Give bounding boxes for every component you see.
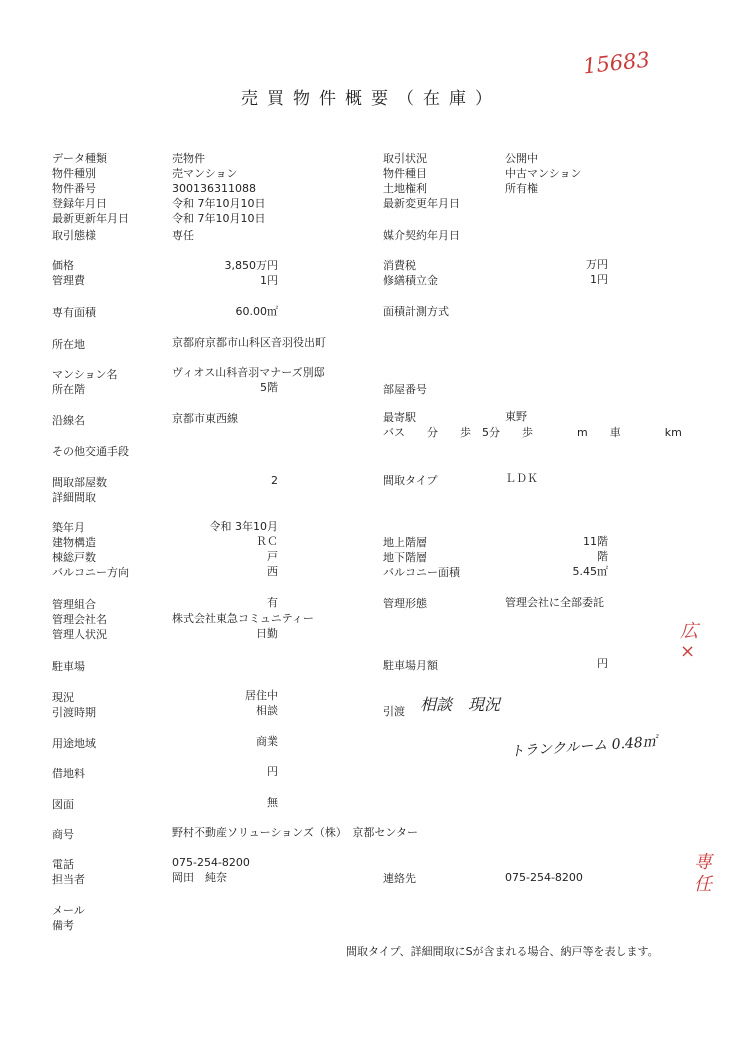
above-floors-value: 11階: [583, 535, 608, 548]
mgmt-form-value: 管理会社に全部委託: [505, 596, 604, 609]
contact-label: 連絡先: [383, 872, 416, 885]
balcony-dir-label: バルコニー方向: [52, 566, 129, 579]
access-detail: バス 分 歩 5分 歩 m 車 km: [383, 426, 682, 439]
land-right-value: 所有権: [505, 182, 538, 195]
current-label: 現況: [52, 691, 74, 704]
property-item-label: 物件種目: [383, 167, 427, 180]
mgmt-company-value: 株式会社東急コミュニティー: [172, 612, 314, 625]
land-rent-label: 借地料: [52, 767, 85, 780]
parking-fee-value: 円: [597, 657, 608, 670]
mail-label: メール: [52, 904, 85, 917]
handover-time-label: 引渡時期: [52, 706, 96, 719]
stamp-number: 15683: [581, 47, 651, 79]
address-value: 京都府京都市山科区音羽役出町: [172, 336, 326, 349]
area-method-label: 面積計測方式: [383, 305, 449, 318]
price-label: 価格: [52, 259, 74, 272]
layout-type-value: ＬＤＫ: [505, 472, 538, 485]
rooms-value: 2: [271, 474, 278, 487]
drawing-label: 図面: [52, 798, 74, 811]
drawing-value: 無: [267, 796, 278, 809]
balcony-area-value: 5.45㎡: [572, 565, 608, 578]
property-kind-label: 物件種別: [52, 167, 96, 180]
last-update-value: 令和 7年10月10日: [172, 212, 266, 225]
address-label: 所在地: [52, 338, 85, 351]
manager-label: 管理人状況: [52, 628, 107, 641]
balcony-dir-value: 西: [267, 565, 278, 578]
built-value: 令和 3年10月: [209, 520, 278, 533]
mansion-label: マンション名: [52, 368, 118, 381]
current-value: 居住中: [245, 689, 278, 702]
manager-value: 日勤: [256, 627, 278, 640]
price-value: 3,850万円: [224, 259, 278, 272]
built-label: 築年月: [52, 521, 85, 534]
data-type-label: データ種類: [52, 152, 107, 165]
units-label: 棟総戸数: [52, 551, 96, 564]
trade-status-label: 取引状況: [383, 152, 427, 165]
line-value: 京都市東西線: [172, 412, 238, 425]
handwritten-exclusive-mark: 専任: [694, 852, 712, 895]
assoc-label: 管理組合: [52, 598, 96, 611]
floor-value: 5階: [260, 381, 278, 394]
handover-time-value: 相談: [256, 704, 278, 717]
above-floors-label: 地上階層: [383, 536, 427, 549]
area-label: 専有面積: [52, 306, 96, 319]
layout-detail-label: 詳細間取: [52, 491, 96, 504]
zoning-label: 用途地域: [52, 737, 96, 750]
area-value: 60.00㎡: [235, 305, 278, 318]
mgmt-fee-label: 管理費: [52, 274, 85, 287]
other-transport-label: その他交通手段: [52, 445, 129, 458]
rooms-label: 間取部屋数: [52, 476, 107, 489]
reg-date-label: 登録年月日: [52, 197, 107, 210]
last-update-label: 最新更新年月日: [52, 212, 129, 225]
company-label: 商号: [52, 828, 74, 841]
floor-label: 所在階: [52, 383, 85, 396]
company-value: 野村不動産ソリューションズ（株） 京都センター: [172, 826, 418, 839]
room-no-label: 部屋番号: [383, 383, 427, 396]
deal-mode-label: 取引態様: [52, 229, 96, 242]
parking-fee-label: 駐車場月額: [383, 659, 438, 672]
mansion-value: ヴィオス山科音羽マナーズ別邸: [172, 366, 325, 379]
structure-value: ＲＣ: [256, 535, 278, 548]
repair-value: 1円: [590, 273, 608, 286]
balcony-area-label: バルコニー面積: [383, 566, 460, 579]
remarks-label: 備考: [52, 919, 74, 932]
below-floors-value: 階: [597, 550, 608, 563]
line-label: 沿線名: [52, 414, 85, 427]
property-no-label: 物件番号: [52, 182, 96, 195]
repair-label: 修繕積立金: [383, 274, 438, 287]
mgmt-company-label: 管理会社名: [52, 613, 107, 626]
property-kind-value: 売マンション: [172, 167, 238, 180]
land-rent-value: 円: [267, 765, 278, 778]
structure-label: 建物構造: [52, 536, 96, 549]
handwritten-ad-mark: 広×: [680, 621, 698, 662]
land-right-label: 土地権利: [383, 182, 427, 195]
handwritten-trunk-room: トランクルーム 0.48㎡: [509, 733, 658, 761]
page-title: 売買物件概要（在庫）: [241, 89, 501, 109]
staff-value: 岡田 純奈: [172, 871, 227, 884]
parking-label: 駐車場: [52, 660, 85, 673]
footer-note: 間取タイプ、詳細間取にSが含まれる場合、納戸等を表します。: [346, 945, 659, 958]
assoc-value: 有: [267, 596, 278, 609]
handover-label: 引渡: [383, 705, 405, 718]
phone-label: 電話: [52, 858, 74, 871]
units-value: 戸: [267, 550, 278, 563]
property-item-value: 中古マンション: [505, 167, 582, 180]
mgmt-fee-value: 1円: [260, 274, 278, 287]
property-no-value: 300136311088: [172, 182, 256, 195]
station-label: 最寄駅: [383, 411, 416, 424]
staff-label: 担当者: [52, 873, 85, 886]
phone-value: 075-254-8200: [172, 856, 250, 869]
tax-value: 万円: [586, 258, 608, 271]
handwritten-handover-note: 相談 現況: [420, 695, 501, 714]
reg-date-value: 令和 7年10月10日: [172, 197, 266, 210]
tax-label: 消費税: [383, 259, 416, 272]
data-type-value: 売物件: [172, 152, 205, 165]
contact-value: 075-254-8200: [505, 871, 583, 884]
deal-mode-value: 専任: [172, 229, 194, 242]
station-value: 東野: [505, 410, 527, 423]
last-change-label: 最新変更年月日: [383, 197, 460, 210]
layout-type-label: 間取タイプ: [383, 474, 438, 487]
zoning-value: 商業: [256, 735, 278, 748]
contract-date-label: 媒介契約年月日: [383, 229, 460, 242]
mgmt-form-label: 管理形態: [383, 597, 427, 610]
below-floors-label: 地下階層: [383, 551, 427, 564]
trade-status-value: 公開中: [505, 152, 538, 165]
